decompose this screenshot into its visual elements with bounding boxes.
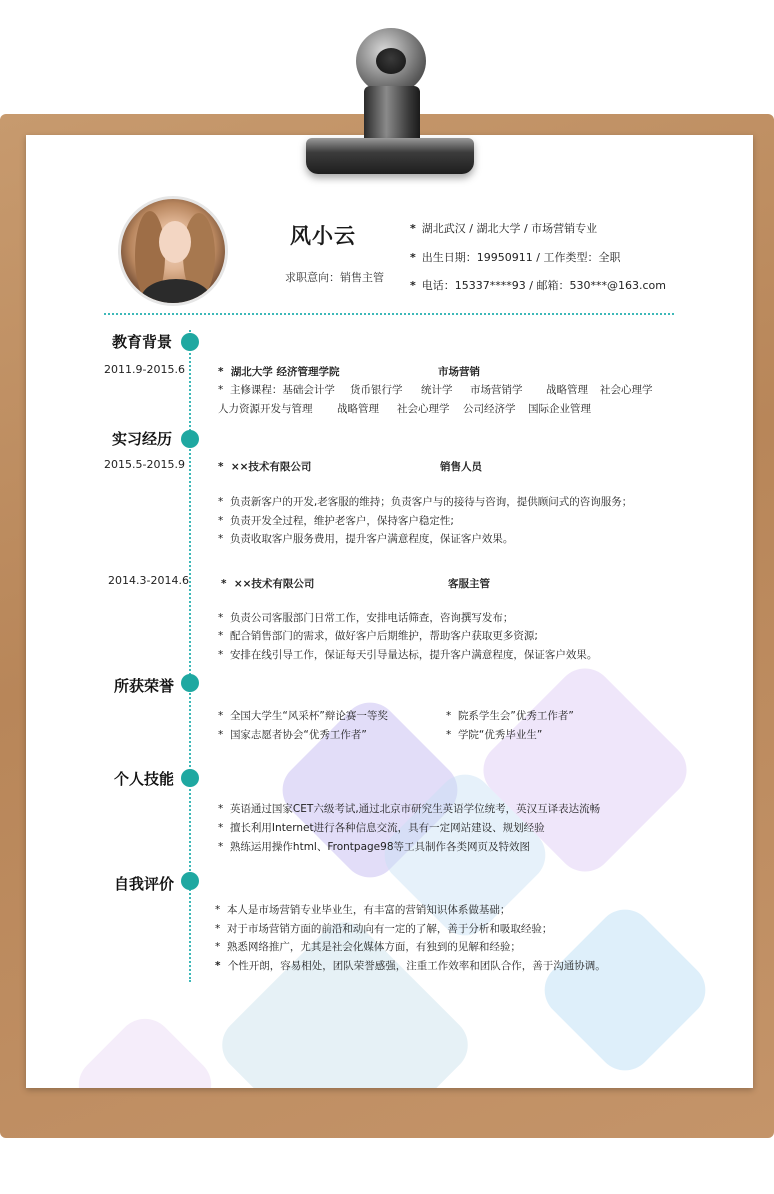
job-company: * ××技术有限公司 [221,578,315,590]
self-item: * 对于市场营销方面的前沿和动向有一定的了解，善于分析和吸取经验； [215,923,553,935]
job-intent: 求职意向：销售主管 [285,271,384,284]
section-title-education: 教育背景 [112,333,173,351]
job-duty: * 配合销售部门的需求，做好客户后期维护，帮助客户获取更多资源; [218,630,538,642]
timeline-dot [181,333,199,351]
job-duty: * 负责开发全过程，维护老客户，保持客户稳定性; [218,515,454,527]
timeline-dot [181,430,199,448]
honor-item: * 学院“优秀毕业生” [446,729,543,741]
skill-item: * 熟练运用操作html、Frontpage98等工具制作各类网页及特效图 [218,841,530,853]
job-date: 2014.3-2014.6 [108,574,189,587]
course-item: 人力资源开发与管理 [218,403,313,415]
skill-item: * 擅长利用Internet进行各种信息交流，具有一定网站建设、规划经验 [218,822,545,834]
honor-item: * 全国大学生“风采杯”辩论赛一等奖 [218,710,388,722]
course-item: 社会心理学 [600,384,653,396]
section-title-honors: 所获荣誉 [114,677,175,695]
job-duty: * 安排在线引导工作，保证每天引导量达标，提升客户满意程度，保证客户效果。 [218,649,598,661]
info-contact: * 电话：15337****93 / 邮箱：530***@163.com [410,279,666,292]
binder-clip-arm [364,86,420,146]
decor-diamond [211,911,480,1088]
timeline-dot [181,674,199,692]
binder-clip [306,138,474,174]
info-birth: * 出生日期：19950911 / 工作类型：全职 [410,251,621,264]
education-major: 市场营销 [438,366,480,378]
course-item: 社会心理学 [397,403,450,415]
course-item: 公司经济学 [463,403,516,415]
job-company: * ××技术有限公司 [218,461,312,473]
course-item: 市场营销学 [470,384,523,396]
job-duty: * 负责收取客户服务费用，提升客户满意程度，保证客户效果。 [218,533,514,545]
profile-photo [118,196,228,306]
section-title-skills: 个人技能 [114,770,175,788]
job-duty: * 负责公司客服部门日常工作，安排电话筛查，咨询撰写发布； [218,612,514,624]
decor-diamond [533,898,717,1082]
skill-item: * 英语通过国家CET六级考试,通过北京市研究生英语学位统考，英汉互译表达流畅 [218,803,601,815]
job-role: 销售人员 [440,461,482,473]
timeline-dot [181,769,199,787]
honor-item: * 院系学生会”优秀工作者” [446,710,574,722]
course-item: 国际企业管理 [528,403,591,415]
course-item: 货币银行学 [350,384,403,396]
course-item: 战略管理 [546,384,588,396]
section-title-internship: 实习经历 [112,430,173,448]
course-item: 战略管理 [337,403,379,415]
education-courses: * 主修课程：基础会计学 [218,384,335,396]
info-location: * 湖北武汉 / 湖北大学 / 市场营销专业 [410,222,598,235]
job-role: 客服主管 [448,578,490,590]
self-item: * 个性开朗，容易相处，团队荣誉感强，注重工作效率和团队合作，善于沟通协调。 [215,960,606,972]
timeline-dot [181,872,199,890]
education-date: 2011.9-2015.6 [104,363,185,376]
course-item: 统计学 [421,384,453,396]
candidate-name: 风小云 [290,224,356,248]
self-item: * 本人是市场营销专业毕业生，有丰富的营销知识体系做基础； [215,904,511,916]
decor-diamond [67,1007,223,1088]
job-date: 2015.5-2015.9 [104,458,185,471]
education-school: * 湖北大学 经济管理学院 [218,366,340,378]
section-title-self: 自我评价 [114,875,175,893]
self-item: * 熟悉网络推广，尤其是社会化媒体方面，有独到的见解和经验； [215,941,521,953]
binder-clip-ring [356,28,426,94]
job-duty: * 负责新客户的开发,老客服的维持；负责客户与的接待与咨询，提供顾问式的咨询服务； [218,496,633,508]
honor-item: * 国家志愿者协会“优秀工作者” [218,729,367,741]
header-divider [104,313,674,315]
